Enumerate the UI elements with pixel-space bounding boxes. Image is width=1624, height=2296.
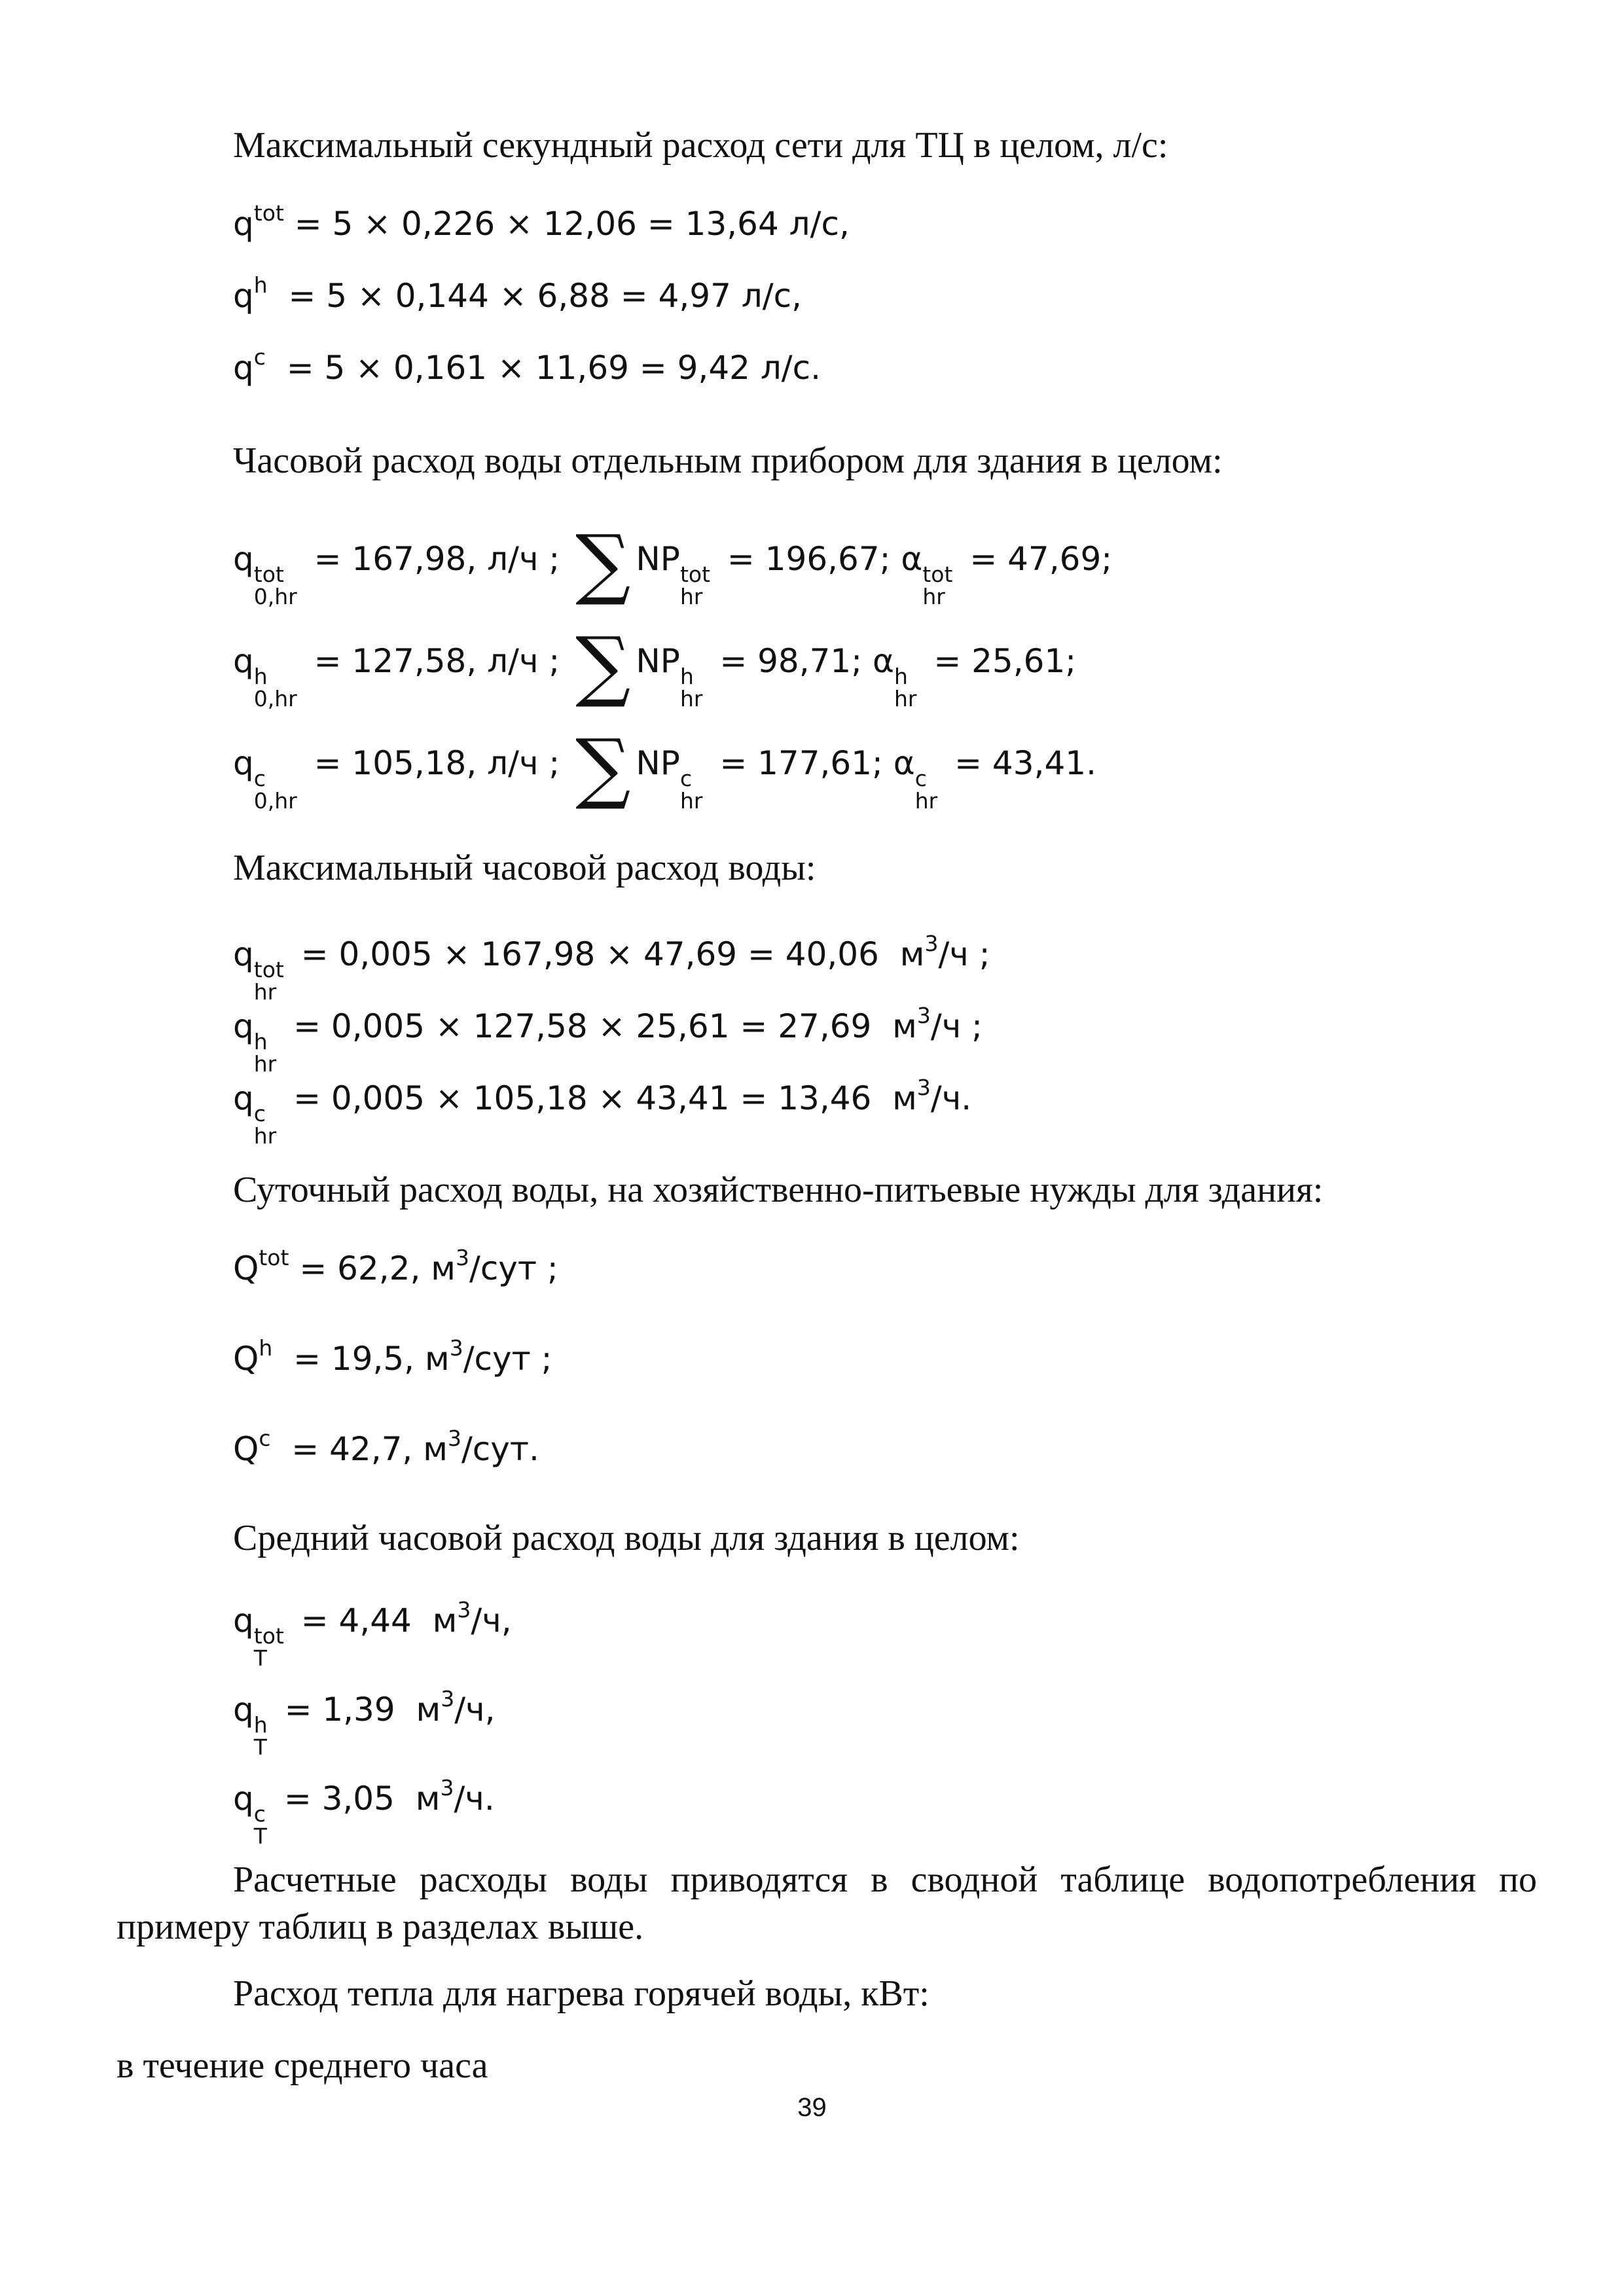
formula-avg-hourly-tot: q tot T = 4,44 $м^3/ч$,	[233, 1597, 512, 1671]
formula-q-second-h: $q^h = 5 \times 0,144 \times 6,88 = 4,97$ л/с,	[233, 272, 802, 315]
page-number: 39	[797, 2093, 827, 2122]
formula-avg-hourly-c: q c T = 3,05 $м^3/ч$.	[233, 1775, 495, 1849]
formula-max-hourly-c: q c hr = 0,005 × 105,18 × 43,41 = 13,46 $м^3/ч$.	[233, 1075, 972, 1149]
line-avg-hour: в течение среднего часа	[117, 2045, 488, 2086]
heading-hourly-device: Часовой расход воды отдельным прибором для здания в целом:	[233, 440, 1223, 481]
paragraph-summary: Расчетные расходы воды приводятся в сводной таблице водопотребления по примеру таблиц в разделах выше.	[117, 1859, 1537, 1947]
heading-max-hourly: Максимальный часовой расход воды:	[233, 848, 816, 888]
formula-q-second-tot: $q^{tot} = 5 \times 0,226 \times 12,06 = 13,64$ л/с,	[233, 200, 850, 243]
formula-q-second-c: $q^c = 5 \times 0,161 \times 11,69 = 9,42$ л/с.	[233, 344, 821, 387]
formula-daily-h: $Q^h = 19,5$, $м^3$/сут ;	[233, 1335, 552, 1378]
formula-hourly-device-tot: q tot 0,hr = 167,98, л/ч ; ∑ NP tot hr = 196,67; α tot hr = 47,69;	[233, 518, 1113, 609]
sigma-icon: ∑	[575, 620, 631, 710]
heading-max-second: Максимальный секундный расход сети для ТЦ в целом, л/с:	[233, 125, 1168, 166]
heading-avg-hourly: Средний часовой расход воды для здания в целом:	[233, 1518, 1020, 1558]
formula-max-hourly-tot: q tot hr = 0,005 × 167,98 × 47,69 = 40,06 $м^3/ч$ ;	[233, 931, 990, 1005]
formula-daily-tot: $Q^{tot} = 62,2$, $м^3$/сут ;	[233, 1245, 558, 1287]
sigma-icon: ∑	[575, 722, 631, 812]
heading-daily: Суточный расход воды, на хозяйственно-питьевые нужды для здания:	[233, 1170, 1324, 1210]
formula-hourly-device-c: q c 0,hr = 105,18, л/ч ; ∑ NP c hr = 177,61; α c hr = 43,41.	[233, 722, 1096, 814]
formula-hourly-device-h: q h 0,hr = 127,58, л/ч ; ∑ NP h hr = 98,71; α h hr = 25,61;	[233, 620, 1077, 711]
heading-heat: Расход тепла для нагрева горячей воды, кВт:	[233, 1973, 929, 2014]
formula-daily-c: $Q^c = 42,7$, $м^3$/сут.	[233, 1426, 539, 1468]
formula-avg-hourly-h: q h T = 1,39 $м^3/ч$,	[233, 1686, 496, 1760]
sigma-icon: ∑	[575, 518, 631, 608]
formula-max-hourly-h: q h hr = 0,005 × 127,58 × 25,61 = 27,69 $м^3/ч$ ;	[233, 1003, 983, 1077]
